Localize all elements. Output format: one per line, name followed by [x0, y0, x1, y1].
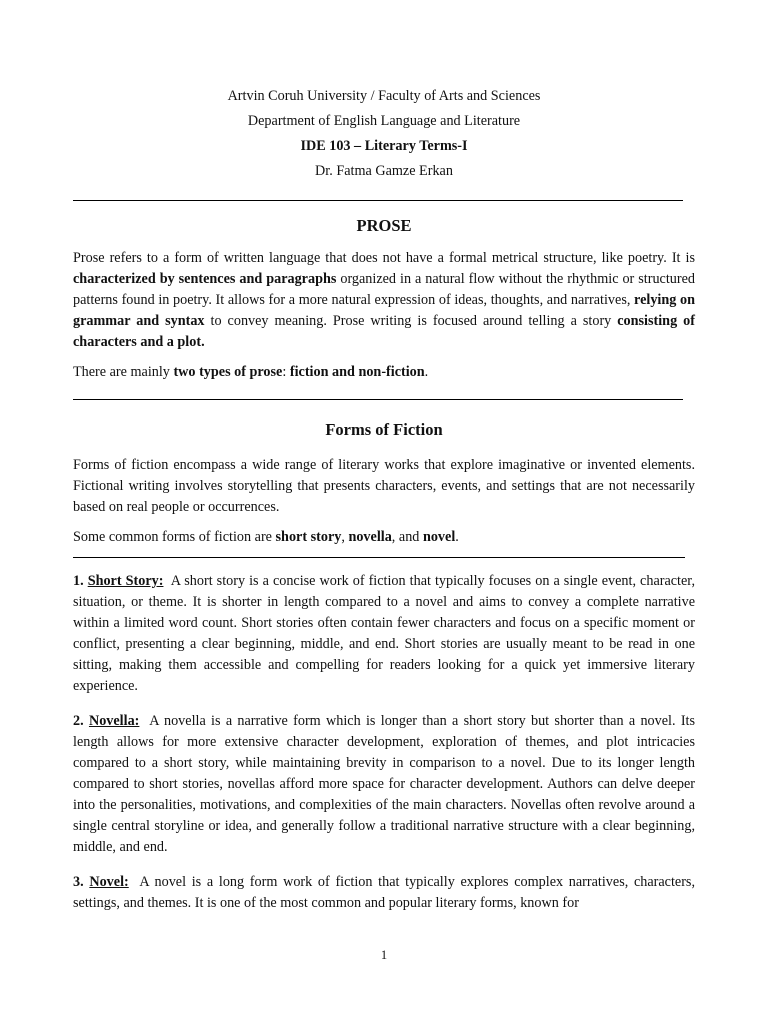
- list-item-novella: [73, 711, 695, 858]
- instructor-line: Dr. Fatma Gamze Erkan: [315, 163, 453, 179]
- department-line: Department of English Language and Literature: [247, 113, 521, 129]
- fiction-forms-paragraph: [73, 527, 695, 548]
- divider-1: [73, 200, 683, 201]
- item-term: Short Story:: [87, 573, 164, 589]
- fiction-emphasis: short story: [275, 529, 342, 545]
- fiction-text: Some common forms of fiction are: [73, 529, 276, 545]
- item-term: Novel:: [89, 874, 129, 890]
- page-number: 1: [380, 948, 388, 962]
- fiction-title: Forms of Fiction: [325, 420, 443, 439]
- document-content: [73, 84, 695, 914]
- fiction-text: ,: [341, 529, 349, 545]
- item-number: 1.: [73, 573, 84, 589]
- fiction-emphasis: novella: [348, 529, 392, 545]
- item-term: Novella:: [88, 713, 140, 729]
- prose-emphasis: characterized by sentences and paragraphs: [73, 271, 337, 287]
- prose-text: organized in a natural flow without the rhythmic or structured patterns found in poetry. It allows for a more natural expression of ideas, thoughts, and narratives,: [73, 271, 695, 308]
- fiction-text: , and: [391, 529, 423, 545]
- divider-3: [73, 557, 685, 558]
- prose-types-paragraph: [73, 362, 695, 383]
- divider-2: [73, 399, 683, 400]
- prose-text: to convey meaning. Prose writing is focused around telling a story: [204, 313, 618, 329]
- prose-text: .: [424, 364, 429, 380]
- item-text: A novel is a long form work of fiction that typically explores complex narratives, characters, settings, and themes. It is one of the most common and popular literary forms, known for: [73, 874, 696, 911]
- item-text: A short story is a concise work of fiction that typically focuses on a single event, character, situation, or theme. It is shorter in length compared to a novel and aims to convey a complete narrative within a limited word count. Short stories often contain fewer characters and focus on a specific moment or conflict, presenting a clear beginning, middle, and end. Short stories are usually meant to be read in one sitting, making them accessible and compelling for readers looking for a quick yet immersive literary experience.: [73, 573, 695, 694]
- fiction-emphasis: novel: [422, 529, 456, 545]
- prose-title: PROSE: [356, 216, 412, 235]
- item-text: A novella is a narrative form which is longer than a short story but shorter than a novel. Its length allows for more extensive character development, exploration of themes, and plot intricacies compared to a short story, while maintaining brevity in comparison to a novel. Due to its longer length compared to short stories, novellas afford more space for character development. Authors can delve deeper into the personalities, motivations, and complexities of the main characters. Novellas often revolve around a single central storyline or idea, and generally follow a traditional narrative structure with a clear beginning, middle, and end.: [73, 713, 696, 855]
- university-line: Artvin Coruh University / Faculty of Arts and Sciences: [227, 88, 541, 104]
- list-item-short-story: [73, 571, 695, 697]
- item-number: 2.: [73, 713, 84, 729]
- prose-emphasis: consisting of characters and a plot.: [73, 313, 695, 350]
- prose-emphasis: two types of prose: [173, 364, 283, 380]
- course-line: IDE 103 – Literary Terms-I: [300, 138, 468, 154]
- fiction-paragraph: Forms of fiction encompass a wide range of literary works that explore imaginative or invented elements. Fictional writing involves storytelling that presents characters, events, and settings that are not necessarily based on real people or occurrences.: [73, 457, 695, 515]
- prose-text: There are mainly: [73, 364, 174, 380]
- list-item-novel: [73, 872, 695, 914]
- item-number: 3.: [73, 874, 84, 890]
- prose-emphasis: relying on grammar and syntax: [73, 292, 695, 329]
- prose-paragraph: [73, 248, 695, 353]
- fiction-text: .: [455, 529, 459, 545]
- prose-emphasis: fiction and non-fiction: [289, 364, 425, 380]
- prose-text: Prose refers to a form of written language that does not have a formal metrical structure, like poetry. It is: [73, 250, 695, 266]
- prose-text: :: [282, 364, 290, 380]
